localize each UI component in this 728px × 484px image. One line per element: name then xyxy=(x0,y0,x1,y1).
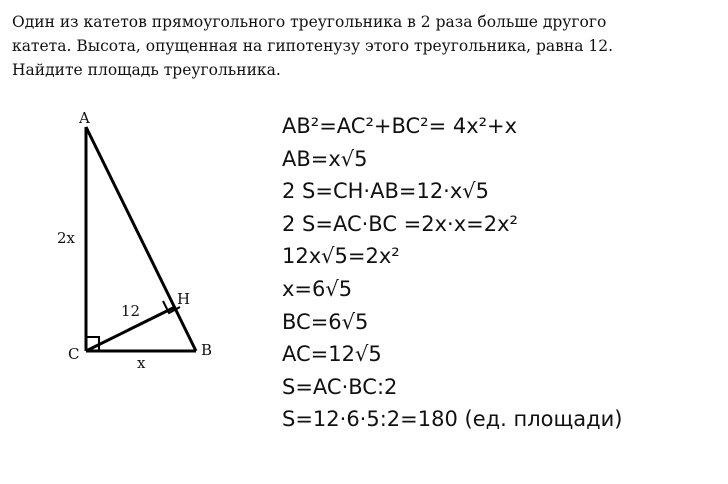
solution-line: BC=6√5 xyxy=(282,309,369,334)
solution-line: x=6√5 xyxy=(282,276,353,301)
solution-block xyxy=(282,110,623,436)
vertex-c-label: C xyxy=(68,345,80,363)
vertex-b-label: B xyxy=(201,341,213,359)
solution-line: S=AC·BC:2 xyxy=(282,374,398,399)
solution-line: AC=12√5 xyxy=(282,342,382,367)
problem-line: Найдите площадь треугольника. xyxy=(12,61,281,79)
problem-line: катета. Высота, опущенная на гипотенузу этого треугольника, равна 12. xyxy=(12,37,614,55)
solution-line: AB²=AC²+BC²= 4x²+x xyxy=(282,114,518,138)
side-cb-label: x xyxy=(137,354,146,372)
vertex-a-label: A xyxy=(79,109,90,127)
side-ac-label: 2x xyxy=(57,229,76,247)
hypotenuse-ab xyxy=(86,127,196,351)
solution-line: AB=x√5 xyxy=(282,146,368,171)
solution-line: S=12·6·5:2=180 (ед. площади) xyxy=(282,407,623,432)
solution-line: 2 S=AC·BC =2x·x=2x² xyxy=(282,211,518,236)
problem-line: Один из катетов прямоугольного треугольника в 2 раза больше другого xyxy=(12,13,607,31)
solution-line: 2 S=CH·AB=12·x√5 xyxy=(282,179,490,204)
height-label: 12 xyxy=(121,302,141,320)
solution-line: 12x√5=2x² xyxy=(282,244,400,269)
vertex-h-label: H xyxy=(177,290,191,308)
